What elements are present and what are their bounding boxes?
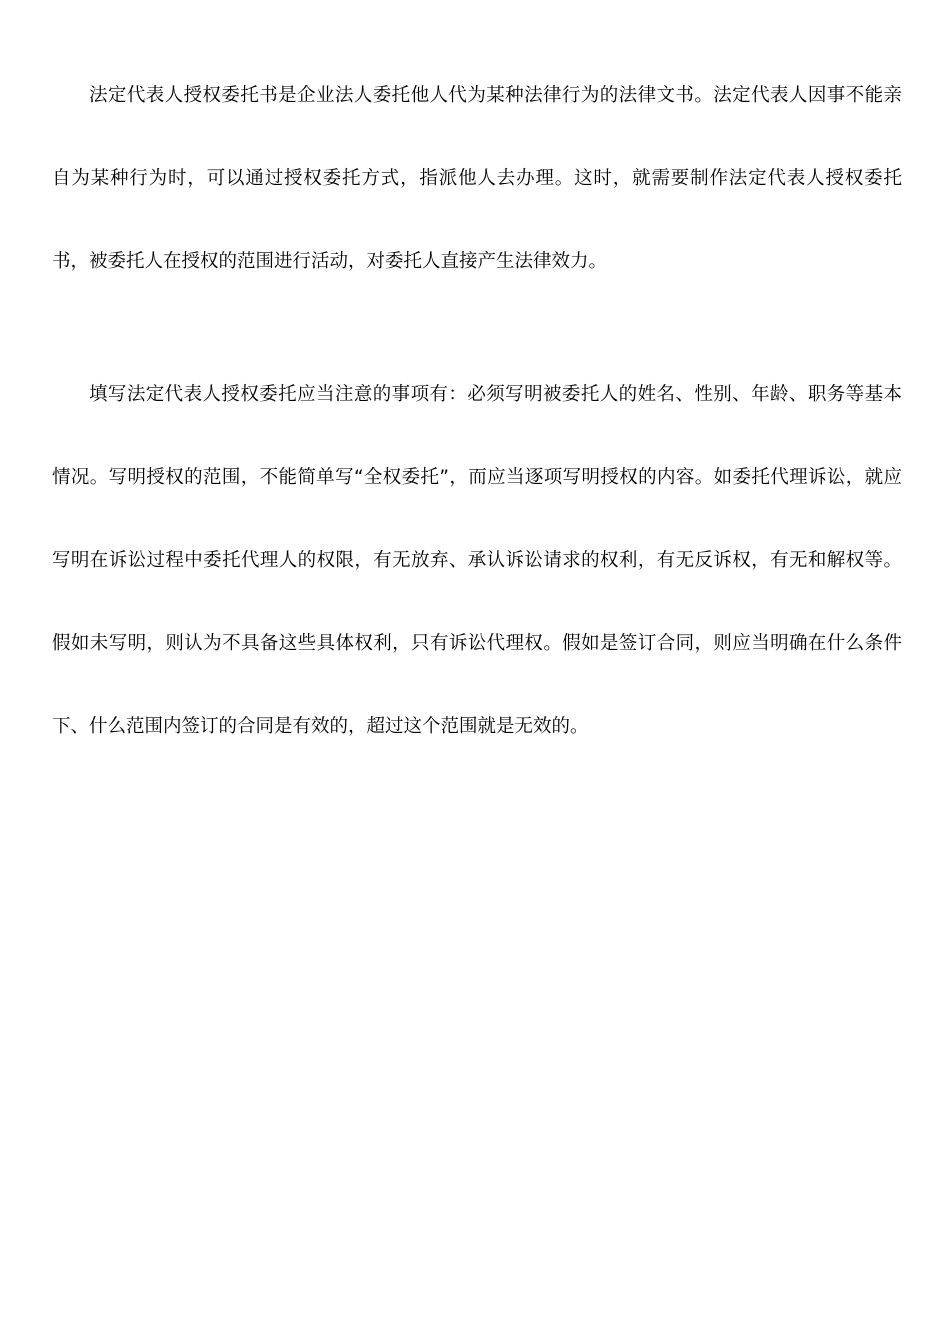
paragraph-intro: 法定代表人授权委托书是企业法人委托他人代为某种法律行为的法律文书。法定代表人因事不能亲自为某种行为时，可以通过授权委托方式，指派他人去办理。这时，就需要制作法定代表人授权委托书，被委托人在授权的范围进行活动，对委托人直接产生法律效力。 [52, 85, 902, 272]
document-body [52, 54, 902, 768]
paragraph-notes: 填写法定代表人授权委托应当注意的事项有：必须写明被委托人的姓名、性别、年龄、职务等基本情况。写明授权的范围，不能简单写“全权委托”，而应当逐项写明授权的内容。如委托代理诉讼，就应写明在诉讼过程中委托代理人的权限，有无放弃、承认诉讼请求的权利，有无反诉权，有无和解权等。假如未写明，则认为不具备这些具体权利，只有诉讼代理权。假如是签订合同，则应当明确在什么条件下、什么范围内签订的合同是有效的，超过这个范围就是无效的。 [52, 384, 902, 737]
